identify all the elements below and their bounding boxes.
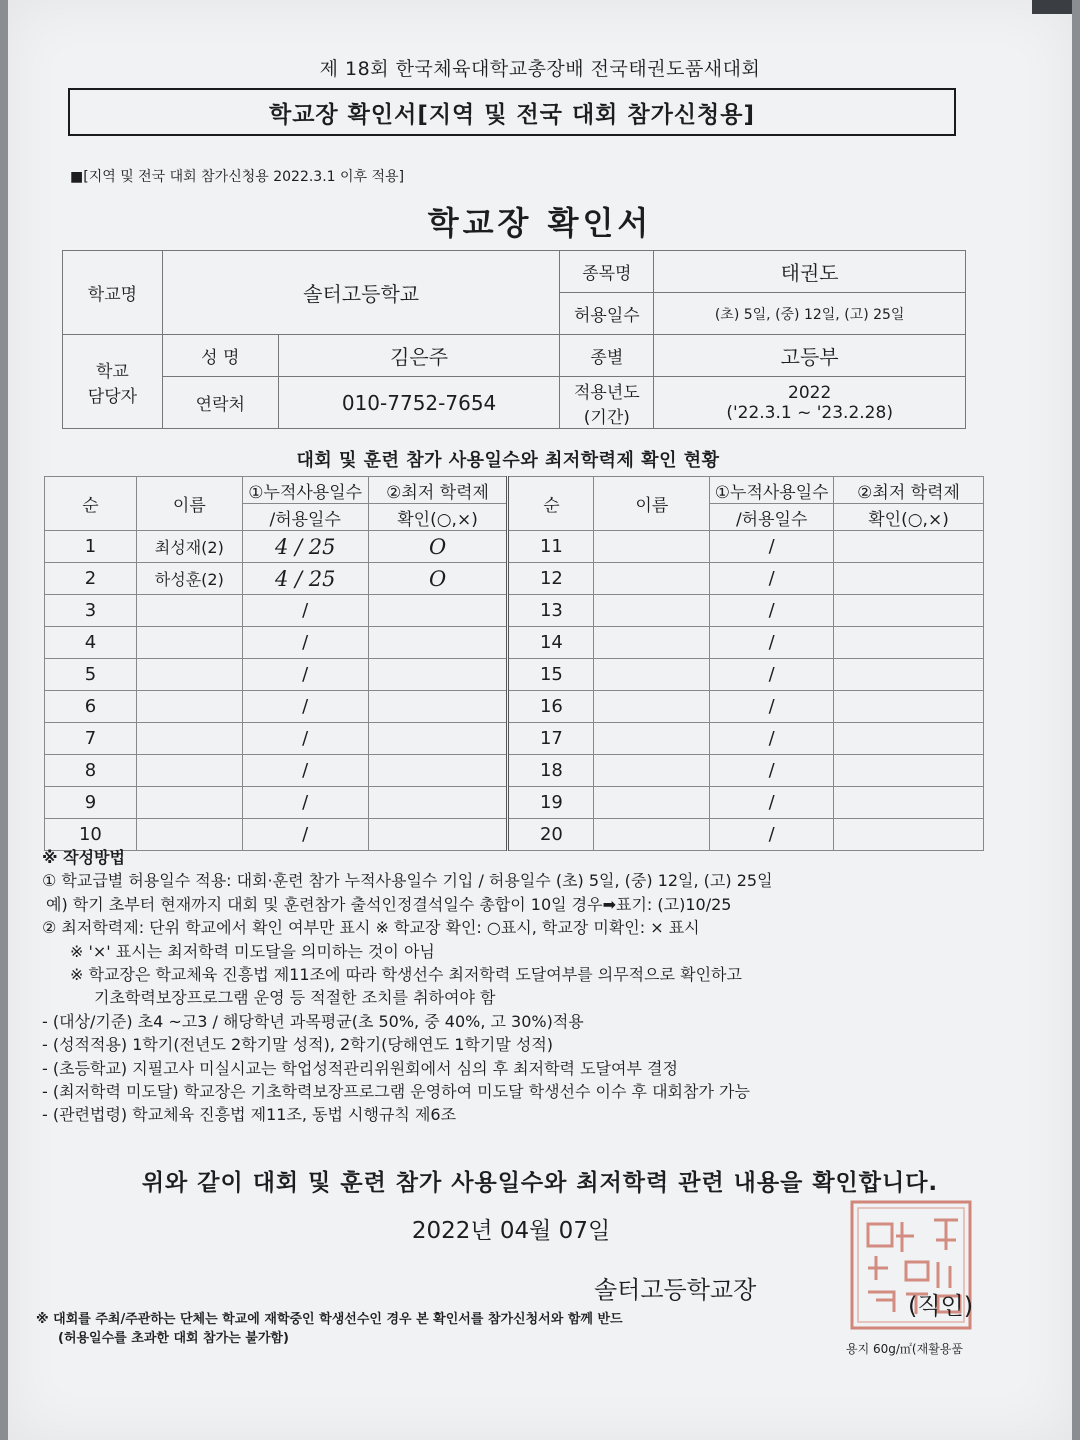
min-academic-check-right: [834, 691, 984, 723]
days-used: /: [242, 723, 368, 755]
col-no-header: 순: [45, 477, 137, 531]
school-value: 솔터고등학교: [162, 251, 560, 335]
row-number: 2: [45, 563, 137, 595]
year-label-line2: (기간): [583, 407, 630, 428]
row-number-right: 18: [508, 755, 594, 787]
row-number: 7: [45, 723, 137, 755]
student-name: 최성재(2): [136, 531, 242, 563]
table-row: [45, 563, 984, 595]
col-check-subheader-right: 확인(○,×): [834, 504, 984, 531]
roster-title: 대회 및 훈련 참가 사용일수와 최저학력제 확인 현황: [296, 450, 720, 471]
instruction-line: - (관련법령) 학교체육 진흥법 제11조, 동법 시행규칙 제6조: [42, 1105, 457, 1125]
days-used-right: /: [710, 531, 834, 563]
division-label: 종별: [560, 335, 654, 377]
student-name-right: [594, 563, 710, 595]
year-value-line1: 2022: [788, 382, 832, 403]
year-value: [654, 377, 966, 429]
min-academic-check-right: [834, 659, 984, 691]
contact-label: 연락처: [162, 377, 278, 429]
days-used: 4 / 25: [242, 531, 368, 563]
row-number-right: 20: [508, 819, 594, 851]
contact-value: 010-7752-7654: [278, 377, 560, 429]
student-name-right: [594, 627, 710, 659]
days-used: /: [242, 659, 368, 691]
row-number: 3: [45, 595, 137, 627]
min-academic-check: [368, 691, 508, 723]
instruction-line: ※ 작성방법: [42, 848, 125, 867]
row-number: 4: [45, 627, 137, 659]
min-academic-check-right: [834, 787, 984, 819]
student-name-right: [594, 659, 710, 691]
row-number-right: 16: [508, 691, 594, 723]
days-used: /: [242, 691, 368, 723]
instruction-line: ※ '×' 표시는 최저학력 미도달을 의미하는 것이 아님: [70, 941, 435, 961]
table-row: [45, 531, 984, 563]
col-name-header-right: 이름: [594, 477, 710, 531]
footnote-line2: (허용일수를 초과한 대회 참가는 불가함): [58, 1331, 289, 1346]
manager-label-line2: 담당자: [87, 386, 138, 407]
instruction-line: - (성적적용) 1학기(전년도 2학기말 성적), 2학기(당해연도 1학기말 성적): [42, 1035, 554, 1055]
student-name: [136, 595, 242, 627]
days-used: 4 / 25: [242, 563, 368, 595]
issue-date: 2022년 04월 07일: [411, 1218, 611, 1244]
school-label: 학교명: [63, 251, 163, 335]
info-table: [62, 250, 966, 429]
row-number-right: 11: [508, 531, 594, 563]
student-name: [136, 755, 242, 787]
row-number-right: 19: [508, 787, 594, 819]
student-name-right: [594, 691, 710, 723]
col-check-header: ②최저 학력제: [368, 477, 508, 504]
student-name: [136, 659, 242, 691]
year-label: [560, 377, 654, 429]
year-label-line1: 적용년도: [574, 382, 640, 403]
allowed-days-value: (초) 5일, (중) 12일, (고) 25일: [654, 293, 966, 335]
principal-title: 솔터고등학교장: [594, 1276, 757, 1304]
days-used-right: /: [710, 595, 834, 627]
manager-label: [63, 335, 163, 429]
col-check-header-right: ②최저 학력제: [834, 477, 984, 504]
row-number-right: 15: [508, 659, 594, 691]
days-used-right: /: [710, 755, 834, 787]
manager-label-line1: 학교: [96, 361, 129, 382]
days-used: /: [242, 819, 368, 851]
roster-table: [44, 476, 984, 851]
allowed-days-label: 허용일수: [560, 293, 654, 335]
student-name-right: [594, 723, 710, 755]
instruction-line: ※ 학교장은 학교체육 진흥법 제11조에 따라 학생선수 최저학력 도달여부를 의무적으로 확인하고: [70, 965, 742, 985]
seal-mark-text: (직인): [908, 1292, 974, 1320]
student-name-right: [594, 787, 710, 819]
days-used-right: /: [710, 787, 834, 819]
student-name: [136, 691, 242, 723]
division-value: 고등부: [654, 335, 966, 377]
row-number-right: 13: [508, 595, 594, 627]
days-used-right: /: [710, 691, 834, 723]
row-number: 5: [45, 659, 137, 691]
table-row: [45, 787, 984, 819]
student-name: [136, 723, 242, 755]
background-edge: [1032, 0, 1072, 14]
col-days-subheader: /허용일수: [242, 504, 368, 531]
document-page: [8, 0, 1072, 1440]
applicability-note: ■[지역 및 전국 대회 참가신청용 2022.3.1 이후 적용]: [70, 169, 405, 185]
min-academic-check-right: [834, 531, 984, 563]
student-name: [136, 627, 242, 659]
row-number: 6: [45, 691, 137, 723]
table-row: [45, 595, 984, 627]
days-used: /: [242, 787, 368, 819]
instruction-line: 기초학력보장프로그램 운영 등 적절한 조치를 취하여야 함: [94, 988, 496, 1008]
paper-spec-note: 용지 60g/㎡(재활용품: [846, 1342, 963, 1356]
sport-label: 종목명: [560, 251, 654, 293]
instruction-line: ② 최저학력제: 단위 학교에서 확인 여부만 표시 ※ 학교장 확인: ○표시, 학교장 미확인: × 표시: [42, 918, 700, 938]
min-academic-check: [368, 627, 508, 659]
col-days-header-right: ①누적사용일수: [710, 477, 834, 504]
instruction-line: 예) 학기 초부터 현재까지 대회 및 훈련참가 출석인정결석일수 총합이 10일 경우➡표기: (고)10/25: [46, 894, 732, 914]
row-number: 1: [45, 531, 137, 563]
student-name: [136, 787, 242, 819]
confirmation-statement: 위와 같이 대회 및 훈련 참가 사용일수와 최저학력 관련 내용을 확인합니다.: [141, 1170, 939, 1196]
col-no-header-right: 순: [508, 477, 594, 531]
days-used-right: /: [710, 723, 834, 755]
row-number: 9: [45, 787, 137, 819]
table-row: [45, 691, 984, 723]
row-number-right: 17: [508, 723, 594, 755]
col-days-subheader-right: /허용일수: [710, 504, 834, 531]
min-academic-check-right: [834, 627, 984, 659]
student-name-right: [594, 755, 710, 787]
min-academic-check: [368, 755, 508, 787]
min-academic-check: O: [368, 531, 508, 563]
table-row: [45, 723, 984, 755]
days-used: /: [242, 627, 368, 659]
instruction-line: ① 학교급별 허용일수 적용: 대회·훈련 참가 누적사용일수 기입 / 허용일수 (초) 5일, (중) 12일, (고) 25일: [42, 871, 773, 891]
col-days-header: ①누적사용일수: [242, 477, 368, 504]
student-name-right: [594, 531, 710, 563]
days-used-right: /: [710, 563, 834, 595]
min-academic-check-right: [834, 723, 984, 755]
row-number: 8: [45, 755, 137, 787]
days-used: /: [242, 755, 368, 787]
min-academic-check-right: [834, 755, 984, 787]
name-value: 김은주: [278, 335, 560, 377]
footnote-line1: ※ 대회를 주최/주관하는 단체는 학교에 재학중인 학생선수인 경우 본 확인서를 참가신청서와 함께 반드: [36, 1312, 623, 1327]
days-used-right: /: [710, 819, 834, 851]
instruction-line: - (초등학교) 지필고사 미실시교는 학업성적관리위원회에서 심의 후 최저학력 도달여부 결정: [42, 1058, 678, 1078]
min-academic-check: [368, 723, 508, 755]
min-academic-check-right: [834, 595, 984, 627]
form-title: 학교장 확인서[지역 및 전국 대회 참가신청용]: [269, 101, 755, 128]
instruction-line: - (최저학력 미도달) 학교장은 기초학력보장프로그램 운영하여 미도달 학생선수 이수 후 대회참가 가능: [42, 1082, 750, 1102]
form-title-box: [68, 88, 956, 136]
row-number: 10: [45, 819, 137, 851]
writing-instructions: [42, 846, 1042, 1127]
min-academic-check: [368, 787, 508, 819]
sport-value: 태권도: [654, 251, 966, 293]
min-academic-check: O: [368, 563, 508, 595]
min-academic-check: [368, 659, 508, 691]
instruction-line: - (대상/기준) 초4 ~고3 / 해당학년 과목평균(초 50%, 중 40%, 고 30%)적용: [42, 1011, 584, 1031]
table-row: [45, 659, 984, 691]
col-check-subheader: 확인(○,×): [368, 504, 508, 531]
student-name: 하성훈(2): [136, 563, 242, 595]
row-number-right: 12: [508, 563, 594, 595]
table-row: [45, 627, 984, 659]
days-used-right: /: [710, 627, 834, 659]
col-name-header: 이름: [136, 477, 242, 531]
year-value-line2: ('22.3.1 ~ '23.2.28): [726, 402, 893, 423]
days-used: /: [242, 595, 368, 627]
event-name: 제 18회 한국체육대학교총장배 전국태권도품새대회: [319, 58, 761, 80]
min-academic-check: [368, 595, 508, 627]
footnote: [36, 1310, 623, 1348]
student-name-right: [594, 595, 710, 627]
min-academic-check-right: [834, 563, 984, 595]
row-number-right: 14: [508, 627, 594, 659]
table-row: [45, 755, 984, 787]
days-used-right: /: [710, 659, 834, 691]
document-title: 학교장 확인서: [427, 204, 653, 242]
name-label: 성 명: [162, 335, 278, 377]
